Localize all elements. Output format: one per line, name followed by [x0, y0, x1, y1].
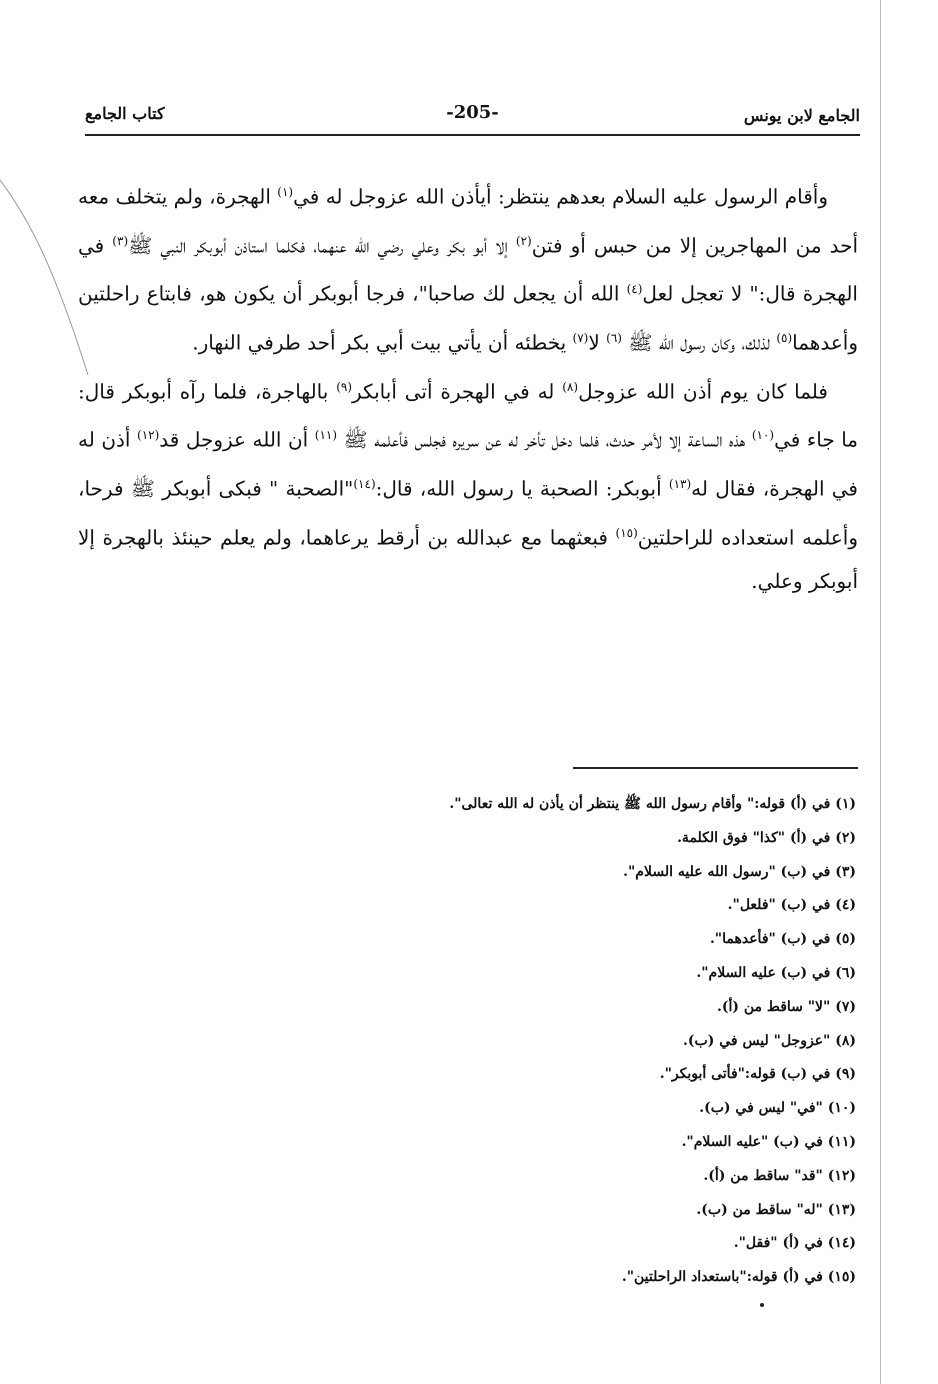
footnotes: [136, 788, 856, 1295]
running-title-right: الجامع لابن يونس: [743, 106, 860, 125]
footnote: (١١) في (ب) "عليه السلام".: [681, 1133, 856, 1150]
text-run: الهجرة، ولم يتخلف معه أحد من المهاجرين إلا من حبس أو فتن: [78, 184, 859, 258]
running-title-left: كتاب الجامع: [85, 104, 165, 123]
footnote-marker: (٦): [606, 330, 622, 345]
text-run: وأقام الرسول عليه السلام بعدهم ينتظر: أيأذن الله عزوجل له في: [293, 184, 828, 209]
text-run: لا: [588, 330, 607, 355]
footnote-marker: (٣): [112, 233, 129, 248]
footnote: (٩) في (ب) قوله:"فأتى أبوبكر".: [659, 1066, 856, 1083]
text-run: إلا أبو بكر وعلي رضي الله عنهما، فكلما استاذن أبوبكر النبي ﷺ: [128, 233, 516, 258]
text-run: فلما كان يوم أذن الله عزوجل: [578, 379, 828, 404]
footnote-marker: (٤): [626, 282, 643, 297]
text-run: يخطئه أن يأتي بيت أبي بكر أحد طرفي النهار.: [192, 330, 573, 355]
text-run: الله أن يجعل لك صاحبا"، فرجا أبوبكر أن يكون هو، فابتاع راحلتين وأعدهما: [78, 281, 858, 355]
footnote-marker: (٧): [572, 330, 589, 345]
footnote: (١) في (أ) قوله:" وأقام رسول الله ﷺ ينتظر أن يأذن له الله تعالى".: [449, 796, 856, 812]
footnote-marker: (١٥): [615, 525, 638, 540]
scan-corner-line: [0, 180, 90, 380]
main-text: [78, 170, 858, 603]
footnote: (١٥) في (أ) قوله:"باستعداد الراحلتين".: [621, 1269, 856, 1286]
footnote: (١٤) في (أ) "فقل".: [733, 1235, 856, 1252]
text-run: أن الله عزوجل قد: [159, 427, 315, 452]
footnote-marker: (٥): [776, 330, 793, 345]
footnote: (١٠) "في" ليس في (ب).: [699, 1100, 856, 1117]
footnote: (٤) في (ب) "فلعل".: [727, 897, 856, 914]
footnote: (١٣) "له" ساقط من (ب).: [696, 1201, 856, 1218]
footnote: (٧) "لا" ساقط من (أ).: [717, 998, 856, 1015]
text-run: هذه الساعة إلا لأمر حدث، فلما دخل تأخر له عن سريره فجلس فأعلمه ﷺ: [337, 427, 752, 452]
footnote-marker: (١٢): [137, 428, 160, 443]
footnote: (٦) في (ب) عليه السلام".: [696, 964, 856, 981]
footnote-marker: (١٠): [751, 428, 775, 443]
text-run: "الصحبة " فبكى أبوبكر ﷺ فرحا، وأعلمه استعداده للراحلتين: [78, 476, 858, 550]
text-run: أذن له في الهجرة، فقال له: [78, 427, 858, 501]
footnote: (٣) في (ب) "رسول الله عليه السلام".: [623, 863, 856, 880]
footnote-separator: [573, 767, 858, 769]
footnote-marker: (٨): [562, 379, 579, 394]
footnote-marker: (٢): [515, 233, 532, 248]
footnote-marker: (١١): [314, 428, 338, 443]
text-run: لذلك، وكان رسول الله ﷺ: [621, 330, 777, 355]
text-run: بالهاجرة، فلما رآه أبوبكر قال: ما جاء في: [78, 379, 858, 452]
page-edge-line: [880, 0, 881, 1384]
footnote-marker: (١٤): [353, 476, 376, 491]
text-run: أبوبكر: الصحبة يا رسول الله، قال:: [375, 476, 669, 501]
header-rule: [85, 134, 860, 136]
page-header: [85, 100, 860, 140]
footnote: (٥) في (ب) "فأعدهما".: [709, 931, 856, 948]
paragraph: [78, 170, 858, 365]
text-run: فبعثهما مع عبدالله بن أرقط يرعاهما، ولم يعلم حينئذ بالهجرة إلا أبوبكر وعلي.: [78, 525, 858, 594]
footnote-marker: (٩): [336, 379, 353, 394]
page-number: -205-: [446, 102, 499, 123]
footnote: (٨) "عزوجل" ليس في (ب).: [683, 1032, 856, 1049]
text-run: في الهجرة قال:" لا تعجل لعل: [78, 233, 858, 306]
footnote: (٢) في (أ) "كذا" فوق الكلمة.: [677, 829, 856, 846]
stray-dot-mark: [760, 1303, 764, 1307]
text-run: له في الهجرة أتى أبابكر: [352, 379, 563, 404]
footnote-marker: (١٣): [668, 476, 692, 491]
footnote-marker: (١): [277, 185, 294, 199]
footnote: (١٢) "قد" ساقط من (أ).: [703, 1167, 856, 1184]
paragraph: [78, 365, 858, 604]
